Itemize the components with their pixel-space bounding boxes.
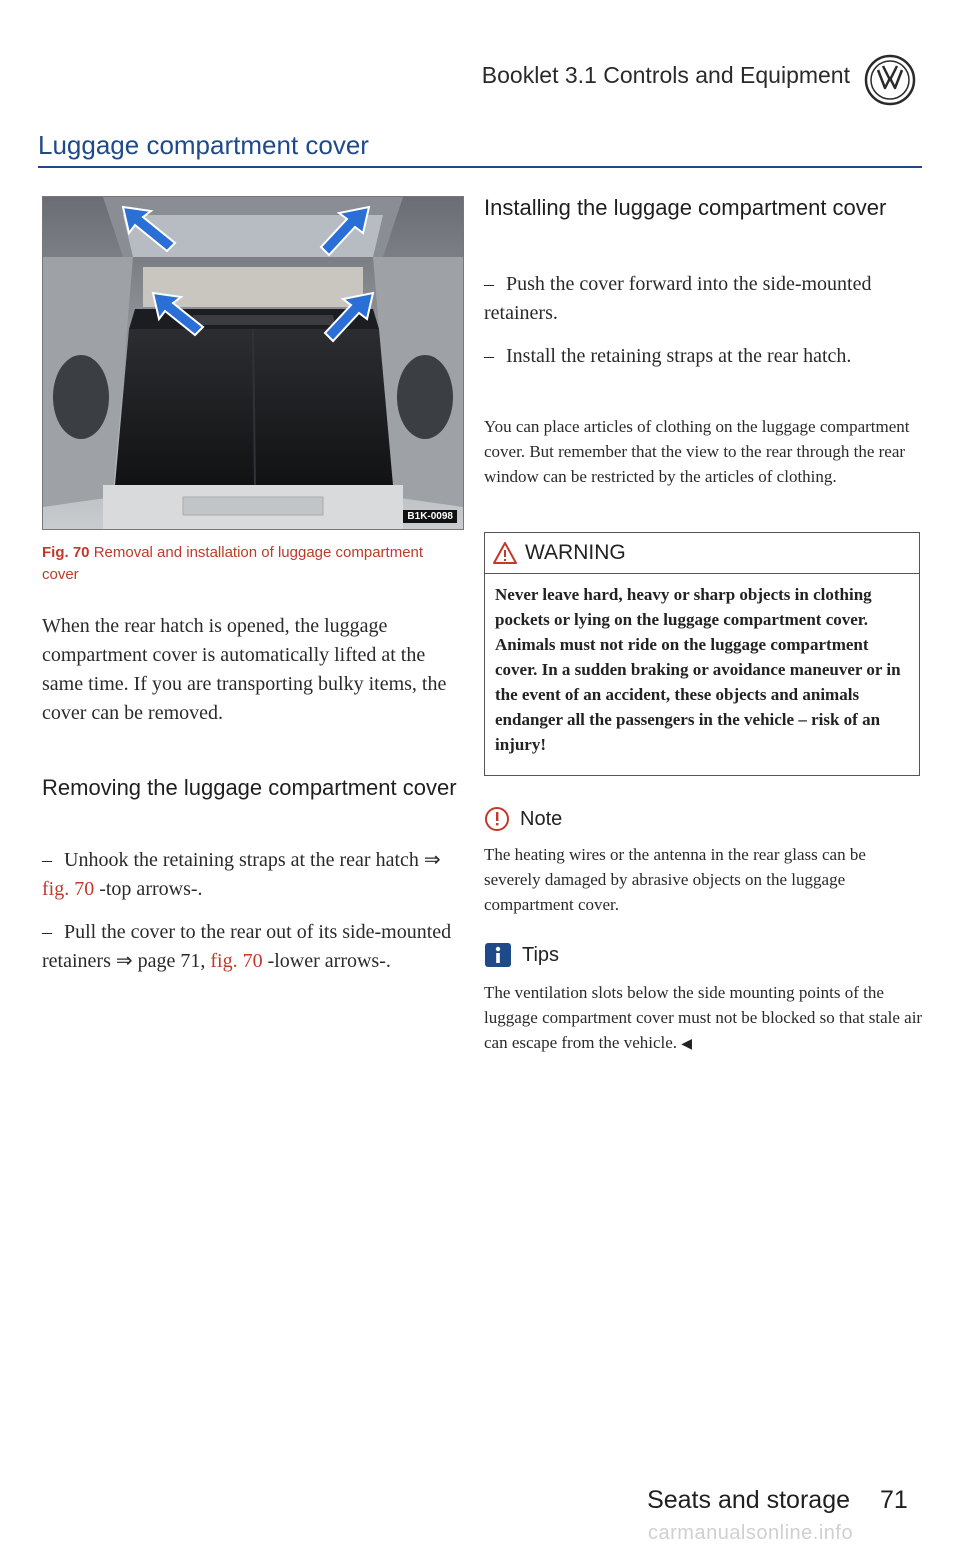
warning-box: [484, 532, 920, 776]
intro-paragraph: When the rear hatch is opened, the luggage compartment cover is automatically lifted at the same time. If you are transporting bulky items, the cover can be removed.: [42, 615, 447, 724]
removing-heading: Removing the luggage compartment cover: [42, 775, 457, 800]
note-header: [484, 806, 562, 832]
page-number: 71: [880, 1486, 908, 1514]
booklet-header: Booklet 3.1 Controls and Equipment: [481, 62, 850, 88]
note-label: Note: [520, 807, 563, 830]
tips-label: Tips: [522, 943, 560, 966]
info-icon: [484, 942, 512, 968]
removing-steps: [42, 846, 462, 990]
fig-70-link[interactable]: fig. 70: [42, 878, 95, 900]
warning-triangle-icon: [493, 542, 517, 564]
tips-header: [484, 942, 559, 968]
warning-header: [485, 533, 919, 574]
vw-logo-icon: [864, 54, 916, 106]
tips-paragraph: [484, 980, 924, 1057]
note-circle-icon: [484, 806, 510, 832]
installing-steps: [484, 270, 924, 385]
luggage-compartment-photo: [42, 196, 464, 530]
figure-caption: [42, 542, 462, 586]
watermark: carmanualsonline.info: [648, 1522, 854, 1544]
installing-step-2: – Install the retaining straps at the rear hatch.: [484, 345, 852, 367]
footer-section-title: Seats and storage: [647, 1486, 850, 1514]
clothing-paragraph: You can place articles of clothing on the luggage compartment cover. But remember that the view to the rear through the rear window can be restricted by the articles of clothing.: [484, 417, 910, 486]
warning-label: WARNING: [525, 541, 626, 564]
figure-caption-text: Removal and installation of luggage compartment cover: [42, 544, 424, 583]
installing-heading: Installing the luggage compartment cover: [484, 195, 887, 220]
warning-text: Never leave hard, heavy or sharp objects in clothing pockets or lying on the luggage compartment cover. Animals must not ride on the luggage compartment cover. In a sudden braking or avoidance maneuver or in the event of an accident, these objects and animals endanger all the passengers in the vehicle – risk of an injury!: [495, 585, 901, 754]
title-divider: [38, 166, 922, 168]
tips-text: The ventilation slots below the side mounting points of the luggage compartment cover must not be blocked so that stale air can escape from the vehicle.: [484, 983, 923, 1052]
figure-code: B1K-0098: [403, 510, 457, 523]
figure-label: Fig. 70: [42, 544, 90, 561]
removing-step-2: – Pull the cover to the rear out of its side-mounted retainers ⇒ page 71, fig. 70 -lower arrows-.: [42, 921, 452, 972]
removing-step-1: – Unhook the retaining straps at the rear hatch ⇒ fig. 70 -top arrows-.: [42, 849, 441, 900]
installing-step-1: – Push the cover forward into the side-mounted retainers.: [484, 273, 872, 324]
note-text: The heating wires or the antenna in the rear glass can be severely damaged by abrasive objects on the luggage compartment cover.: [484, 845, 866, 914]
fig-70-link[interactable]: fig. 70: [210, 950, 263, 972]
page-title: Luggage compartment cover: [38, 130, 369, 160]
end-of-section-icon: ◀: [681, 1037, 693, 1052]
